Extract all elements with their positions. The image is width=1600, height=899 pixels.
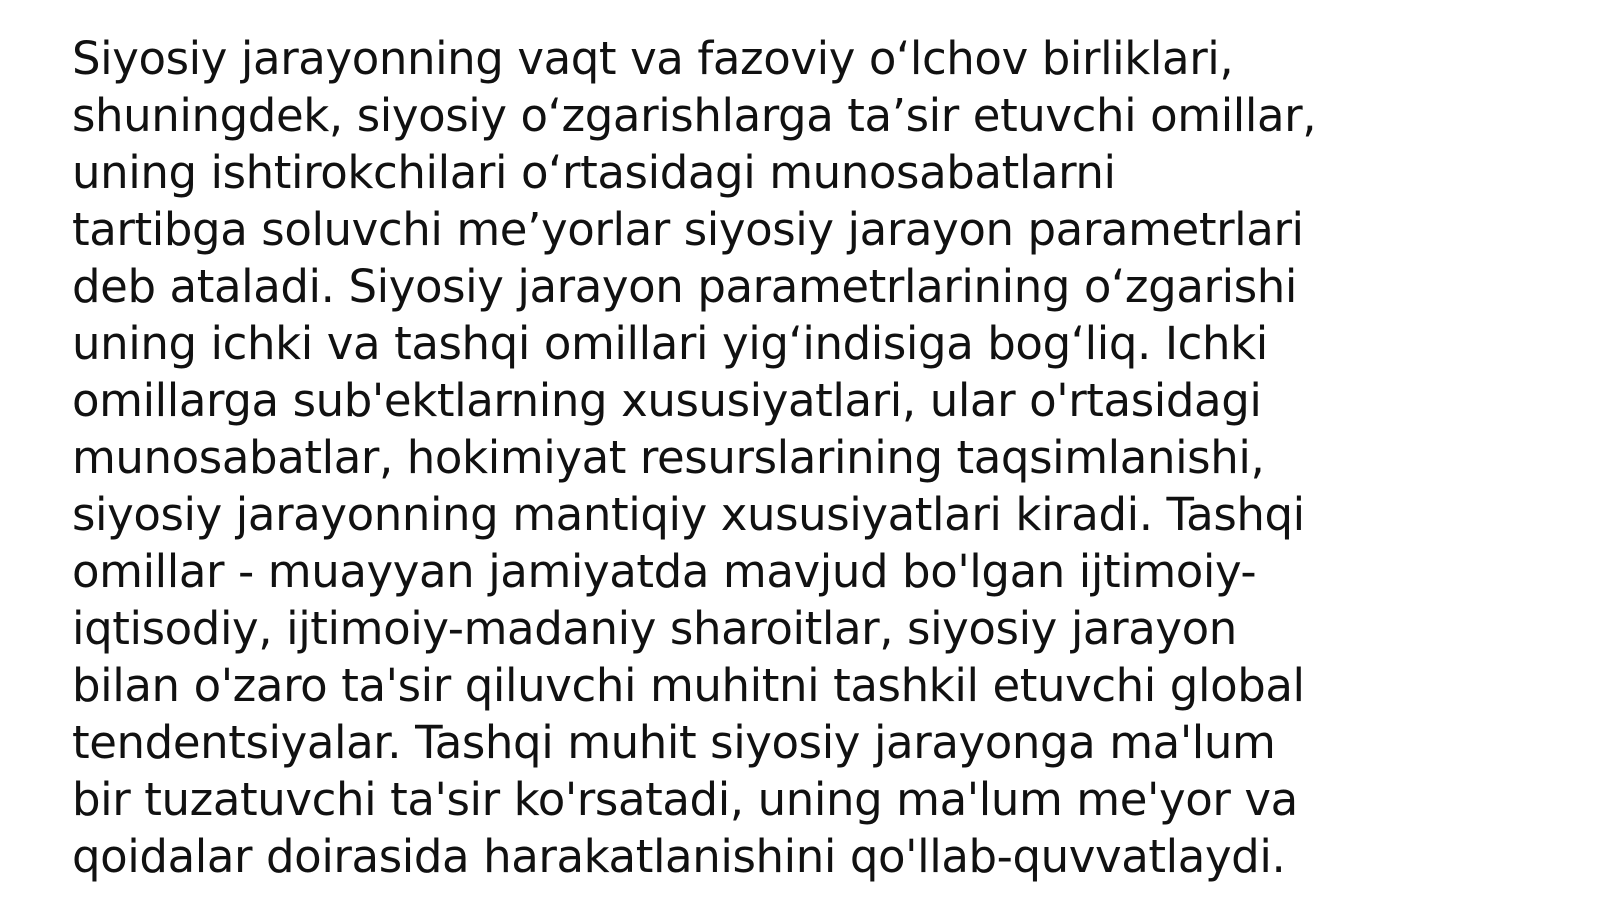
paragraph-line: munosabatlar, hokimiyat resurslarining taqsimlanishi, — [72, 431, 1265, 484]
body-paragraph — [72, 30, 1572, 885]
paragraph-line: shuningdek, siyosiy oʻzgarishlarga taʼsir etuvchi omillar, — [72, 89, 1317, 142]
paragraph-line: bilan o'zaro ta'sir qiluvchi muhitni tashkil etuvchi global — [72, 659, 1305, 712]
paragraph-line: uning ichki va tashqi omillari yigʻindisiga bogʻliq. Ichki — [72, 317, 1268, 370]
paragraph-line: uning ishtirokchilari oʻrtasidagi munosabatlarni — [72, 146, 1116, 199]
paragraph-line: Siyosiy jarayonning vaqt va fazoviy oʻlchov birliklari, — [72, 32, 1234, 85]
paragraph-line: iqtisodiy, ijtimoiy-madaniy sharoitlar, siyosiy jarayon — [72, 602, 1237, 655]
paragraph-line: tartibga soluvchi meʼyorlar siyosiy jarayon parametrlari — [72, 203, 1304, 256]
paragraph-line: deb ataladi. Siyosiy jarayon parametrlarining oʻzgarishi — [72, 260, 1297, 313]
paragraph-line: omillar - muayyan jamiyatda mavjud bo'lgan ijtimoiy- — [72, 545, 1257, 598]
paragraph-line: siyosiy jarayonning mantiqiy xususiyatlari kiradi. Tashqi — [72, 488, 1305, 541]
paragraph-line: bir tuzatuvchi ta'sir ko'rsatadi, uning ma'lum me'yor va — [72, 773, 1298, 826]
paragraph-line: tendentsiyalar. Tashqi muhit siyosiy jarayonga ma'lum — [72, 716, 1276, 769]
paragraph-line: qoidalar doirasida harakatlanishini qo'llab-quvvatlaydi. — [72, 830, 1286, 883]
paragraph-line: omillarga sub'ektlarning xususiyatlari, ular o'rtasidagi — [72, 374, 1262, 427]
